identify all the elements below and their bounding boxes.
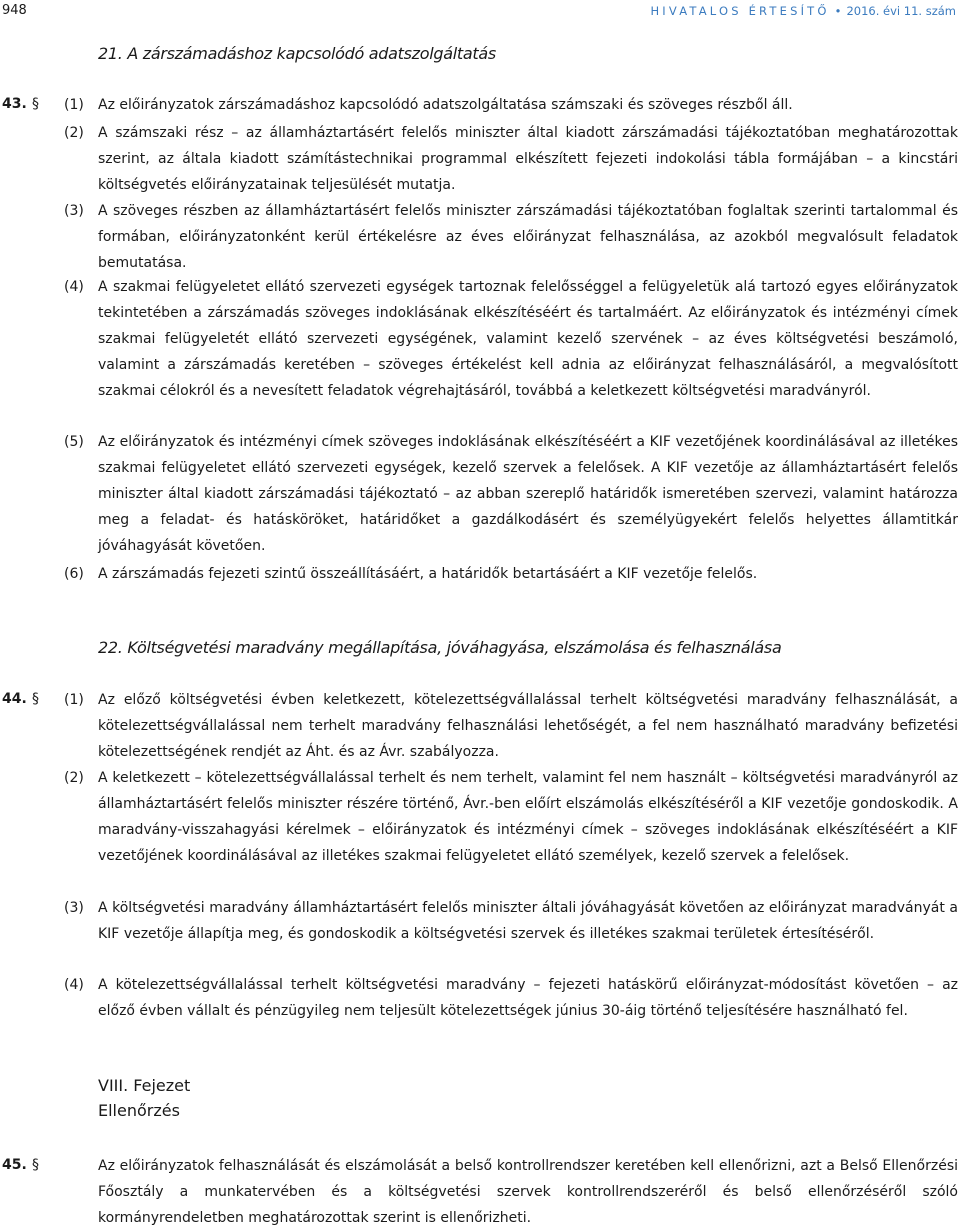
paragraph-text: Az előirányzatok felhasználását és elszámolását a belső kontrollrendszer keretében kell ellenőrizni, azt a Belső Ellenőrzési Főosztály a munkatervében és a költségvetési szervek kontrollrendszeréről és belső ellenőrzéséről szóló kormányrendeletben meghatározottak szerint is ellenőrizheti. bbox=[98, 1158, 958, 1226]
item-number: (3) bbox=[64, 203, 84, 219]
item-number: (1) bbox=[64, 97, 84, 113]
paragraph-number: 44. bbox=[2, 691, 27, 707]
page-header bbox=[0, 0, 960, 22]
paragraph-text: A zárszámadás fejezeti szintű összeállításáért, a határidők betartásáért a KIF vezetője felelős. bbox=[98, 566, 758, 582]
item-number: (5) bbox=[64, 434, 84, 450]
gazette-name: HIVATALOS ÉRTESÍTŐ bbox=[650, 4, 830, 18]
paragraph-text: A kötelezettségvállalással terhelt költségvetési maradvány – fejezeti hatáskörű előirányzat-módosítást követően – az előző évben vállalt és pénzügyileg nem teljesült kötelezettségek június 30-áig történő teljesítésére használható fel. bbox=[98, 977, 958, 1019]
paragraph-text: Az előző költségvetési évben keletkezett, kötelezettségvállalással terhelt költségvetési maradvány felhasználását, a kötelezettségvállalással nem terhelt maradvány felhasználási lehetőségét, a fel nem használható maradvány befizetési kötelezettségének rendjét az Áht. és az Ávr. szabályozza. bbox=[98, 692, 958, 760]
item-number: (2) bbox=[64, 770, 84, 786]
paragraph-text: Az előirányzatok és intézményi címek szöveges indoklásának elkészítéséért a KIF vezetőjének koordinálásával az illetékes szakmai felügyeletet ellátó szervezeti egységek, kezelő szervek a felelősek. A KIF vezetője az államháztartásért felelős miniszter által kiadott zárszámadási tájékoztató – az abban szereplő határidők ismeretében szervezi, valamint határozza meg a feladat- és hatásköröket, határidőket a gazdálkodásért és személyügyekért felelős helyettes államtitkár jóváhagyását követően. bbox=[98, 434, 958, 554]
item-number: (1) bbox=[64, 692, 84, 708]
section-title-21: 21. A zárszámadáshoz kapcsolódó adatszolgáltatás bbox=[98, 44, 496, 63]
item-number: (6) bbox=[64, 566, 84, 582]
paragraph-text: A számszaki rész – az államháztartásért felelős miniszter által kiadott zárszámadási tájékoztatóban meghatározottak szerint, az általa kiadott számítástechnikai programmal elkészített fejezeti indokolási tábla formájában – a kincstári költségvetés előirányzatainak teljesülését mutatja. bbox=[98, 125, 958, 193]
paragraph-text: Az előirányzatok zárszámadáshoz kapcsolódó adatszolgáltatása számszaki és szöveges részből áll. bbox=[98, 97, 793, 113]
item-number: (3) bbox=[64, 900, 84, 916]
section-sign: § bbox=[32, 96, 39, 112]
paragraph-text: A szöveges részben az államháztartásért felelős miniszter zárszámadási tájékoztatóban foglaltak szerinti tartalommal és formában, előirányzatonként kerül értékelésre az éves előirányzat felhasználása, az azokból megvalósult feladatok bemutatása. bbox=[98, 203, 958, 271]
paragraph-text: A keletkezett – kötelezettségvállalással terhelt és nem terhelt, valamint fel nem használt – költségvetési maradványról az államháztartásért felelős miniszter részére történő, Ávr.-ben előírt elszámolás elkészítéséről a KIF vezetője gondoskodik. A maradvány-visszahagyási kérelmek – előirányzatok és intézményi címek – szöveges indoklásának elkészítéséért a KIF vezetőjének koordinálásával az illetékes szakmai felügyeletet ellátó személyek, kezelő szervek a felelősek. bbox=[98, 770, 958, 864]
header-separator: • bbox=[834, 4, 842, 18]
paragraph-text: A költségvetési maradvány államháztartásért felelős miniszter általi jóváhagyását követően az előirányzat maradványát a KIF vezetője állapítja meg, és gondoskodik a költségvetési szervek és illetékes szakmai területek értesítéséről. bbox=[98, 900, 958, 942]
item-number: (2) bbox=[64, 125, 84, 141]
paragraph-number: 45. bbox=[2, 1157, 27, 1173]
item-number: (4) bbox=[64, 977, 84, 993]
issue-label: 2016. évi 11. szám bbox=[846, 4, 956, 18]
page-number: 948 bbox=[2, 3, 27, 18]
section-sign: § bbox=[32, 1157, 39, 1173]
paragraph-number: 43. bbox=[2, 96, 27, 112]
section-title-22: 22. Költségvetési maradvány megállapítása, jóváhagyása, elszámolása és felhasználása bbox=[98, 638, 782, 657]
gazette-header bbox=[650, 4, 956, 18]
chapter-title: Ellenőrzés bbox=[98, 1101, 180, 1120]
section-sign: § bbox=[32, 691, 39, 707]
item-number: (4) bbox=[64, 279, 84, 295]
paragraph-text: A szakmai felügyeletet ellátó szervezeti egységek tartoznak felelősséggel a felügyeletük alá tartozó egyes előirányzatok tekintetében a zárszámadás szöveges indoklásának elkészítéséért és tartalmáért. Az előirányzatok és intézményi címek szakmai felügyeletét ellátó szervezeti egységének, valamint kezelő szervének – az éves költségvetési beszámoló, valamint a zárszámadás keretében – szöveges értékelést kell adnia az előirányzat felhasználásáról, a megvalósított szakmai célokról és a nevesített feladatok végrehajtásáról, továbbá a keletkezett költségvetési maradványról. bbox=[98, 279, 958, 399]
chapter-number: VIII. Fejezet bbox=[98, 1076, 191, 1095]
